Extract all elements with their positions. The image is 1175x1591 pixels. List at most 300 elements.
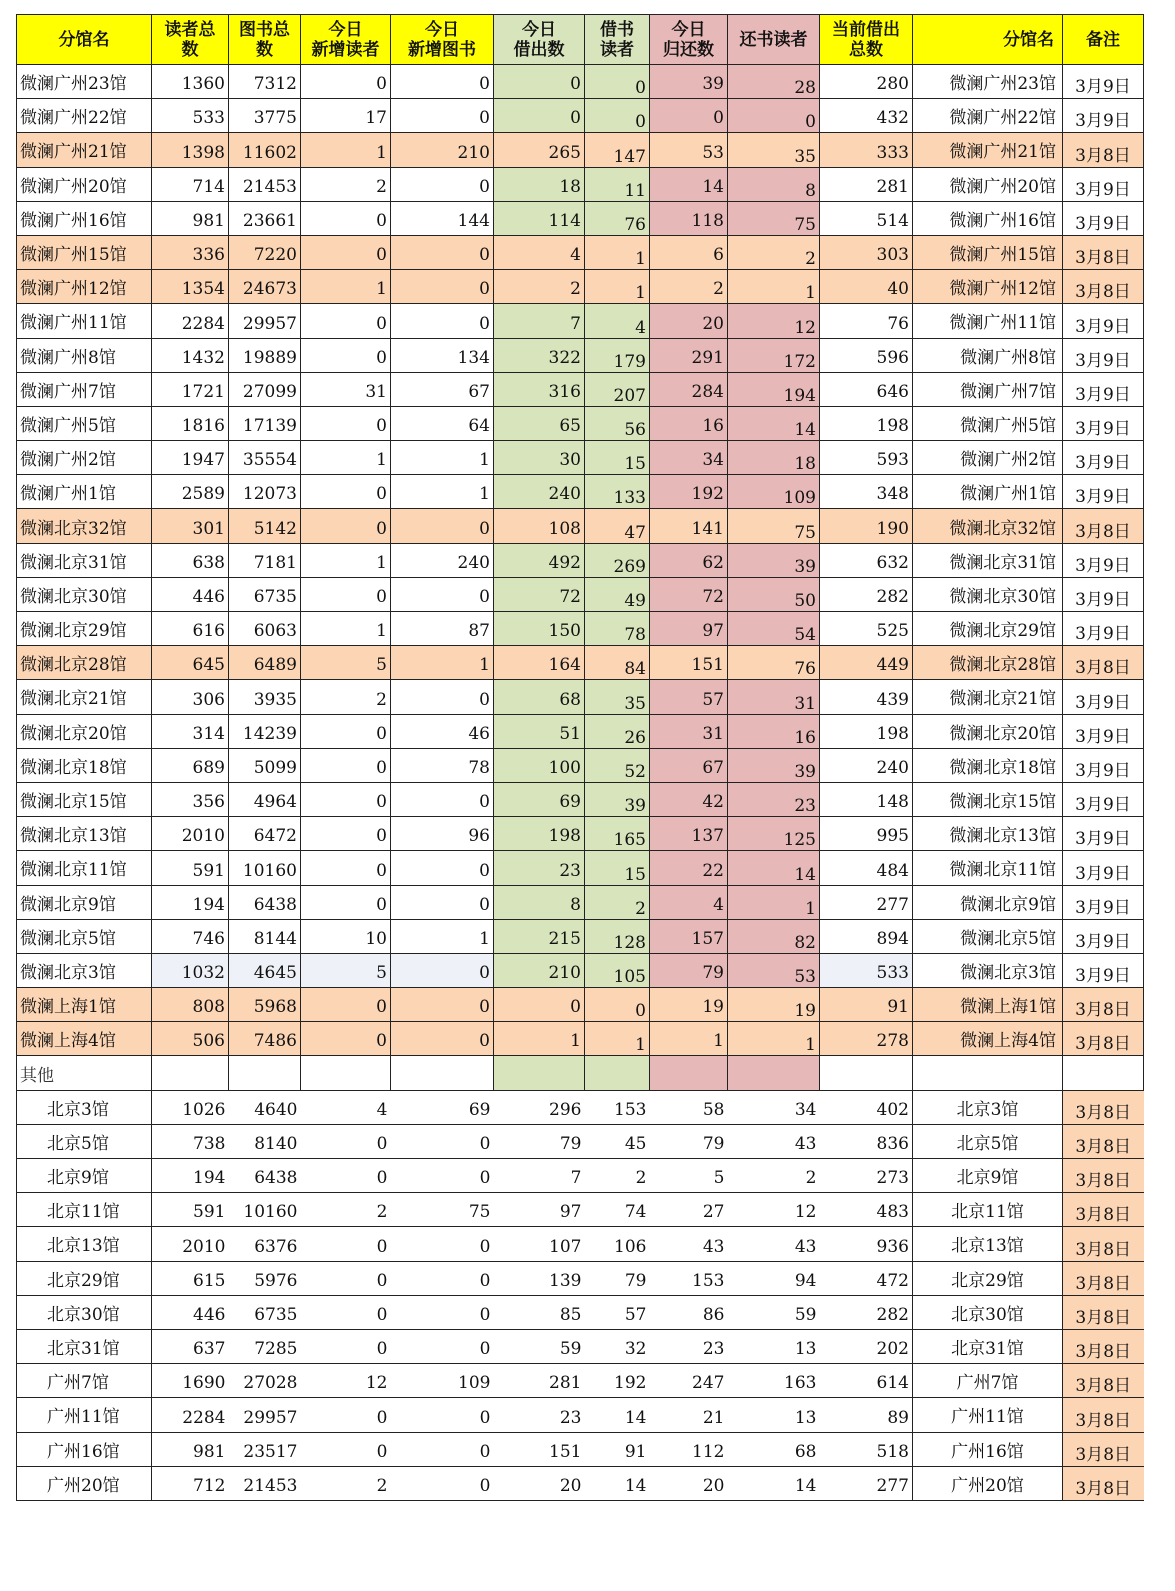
cell-current: 278 (820, 1022, 913, 1056)
cell-name: 微澜北京32馆 (17, 509, 152, 543)
cell-books: 7486 (229, 1022, 301, 1056)
cell-note: 3月9日 (1063, 817, 1144, 851)
cell-readers: 1816 (152, 406, 229, 440)
cell-name2: 广州20馆 (913, 1466, 1063, 1500)
cell-new-books: 1 (391, 646, 494, 680)
cell-returned: 14 (650, 167, 728, 201)
cell-readers: 1032 (152, 953, 229, 987)
cell-name: 微澜北京28馆 (17, 646, 152, 680)
cell-borrow-readers: 78 (585, 612, 650, 646)
cell-new-books: 0 (391, 1398, 494, 1432)
cell-new-readers: 4 (301, 1090, 391, 1124)
cell-current: 273 (820, 1159, 913, 1193)
cell-current: 484 (820, 851, 913, 885)
table-row-other (17, 1159, 1144, 1193)
cell-borrow-readers: 207 (585, 372, 650, 406)
cell-borrow-readers: 2 (585, 885, 650, 919)
cell-returned: 27 (650, 1193, 728, 1227)
table-row (17, 475, 1144, 509)
cell-new-books: 0 (391, 1022, 494, 1056)
cell-note: 3月9日 (1063, 612, 1144, 646)
cell-borrowed: 107 (494, 1227, 585, 1261)
cell-note: 3月8日 (1063, 270, 1144, 304)
cell-returned: 16 (650, 406, 728, 440)
cell-return-readers: 14 (728, 406, 820, 440)
cell-readers: 533 (152, 99, 229, 133)
cell-new-books: 1 (391, 475, 494, 509)
cell-note: 3月9日 (1063, 99, 1144, 133)
empty-cell (301, 1056, 391, 1090)
cell-note: 3月9日 (1063, 748, 1144, 782)
cell-new-readers: 0 (301, 201, 391, 235)
cell-books: 8140 (229, 1124, 301, 1158)
cell-new-books: 0 (391, 680, 494, 714)
cell-current: 432 (820, 99, 913, 133)
cell-new-books: 0 (391, 304, 494, 338)
cell-return-readers: 19 (728, 988, 820, 1022)
cell-return-readers: 53 (728, 953, 820, 987)
cell-readers: 1354 (152, 270, 229, 304)
cell-readers: 808 (152, 988, 229, 1022)
cell-new-books: 0 (391, 577, 494, 611)
cell-books: 23661 (229, 201, 301, 235)
cell-name2: 微澜北京31馆 (913, 543, 1063, 577)
cell-name2: 微澜广州5馆 (913, 406, 1063, 440)
cell-new-books: 0 (391, 851, 494, 885)
cell-books: 6735 (229, 1295, 301, 1329)
cell-name: 北京13馆 (17, 1227, 152, 1261)
cell-borrowed: 492 (494, 543, 585, 577)
cell-current: 76 (820, 304, 913, 338)
cell-borrowed: 8 (494, 885, 585, 919)
cell-returned: 31 (650, 714, 728, 748)
cell-returned: 72 (650, 577, 728, 611)
cell-current: 240 (820, 748, 913, 782)
cell-current: 439 (820, 680, 913, 714)
cell-new-books: 0 (391, 988, 494, 1022)
cell-readers: 714 (152, 167, 229, 201)
cell-new-readers: 0 (301, 1398, 391, 1432)
cell-note: 3月8日 (1063, 509, 1144, 543)
cell-returned: 153 (650, 1261, 728, 1295)
cell-returned: 62 (650, 543, 728, 577)
cell-borrow-readers: 0 (585, 988, 650, 1022)
table-row (17, 99, 1144, 133)
cell-name: 微澜广州20馆 (17, 167, 152, 201)
cell-books: 7181 (229, 543, 301, 577)
cell-current: 525 (820, 612, 913, 646)
cell-return-readers: 194 (728, 372, 820, 406)
cell-readers: 446 (152, 577, 229, 611)
empty-cell (728, 1056, 820, 1090)
cell-borrowed: 7 (494, 1159, 585, 1193)
cell-new-readers: 31 (301, 372, 391, 406)
cell-books: 7220 (229, 235, 301, 269)
cell-note: 3月8日 (1063, 1124, 1144, 1158)
cell-borrow-readers: 76 (585, 201, 650, 235)
cell-new-readers: 2 (301, 167, 391, 201)
empty-cell (391, 1056, 494, 1090)
table-row-other (17, 1329, 1144, 1363)
cell-name: 微澜广州16馆 (17, 201, 152, 235)
cell-note: 3月9日 (1063, 919, 1144, 953)
cell-new-books: 67 (391, 372, 494, 406)
cell-note: 3月9日 (1063, 953, 1144, 987)
cell-name2: 微澜上海1馆 (913, 988, 1063, 1022)
table-row-other (17, 1124, 1144, 1158)
cell-returned: 151 (650, 646, 728, 680)
cell-return-readers: 54 (728, 612, 820, 646)
cell-note: 3月8日 (1063, 1295, 1144, 1329)
cell-note: 3月8日 (1063, 1364, 1144, 1398)
cell-return-readers: 13 (728, 1329, 820, 1363)
cell-books: 23517 (229, 1432, 301, 1466)
cell-readers: 1947 (152, 441, 229, 475)
cell-borrow-readers: 52 (585, 748, 650, 782)
section-row-other (17, 1056, 1144, 1090)
cell-readers: 689 (152, 748, 229, 782)
empty-cell (650, 1056, 728, 1090)
cell-current: 91 (820, 988, 913, 1022)
cell-new-readers: 0 (301, 1432, 391, 1466)
cell-name: 北京3馆 (17, 1090, 152, 1124)
cell-returned: 23 (650, 1329, 728, 1363)
cell-current: 277 (820, 1466, 913, 1500)
header-books: 图书总 数 (229, 15, 301, 65)
cell-new-readers: 12 (301, 1364, 391, 1398)
cell-current: 514 (820, 201, 913, 235)
cell-borrow-readers: 1 (585, 270, 650, 304)
cell-new-books: 0 (391, 1329, 494, 1363)
cell-books: 10160 (229, 1193, 301, 1227)
cell-name2: 微澜广州16馆 (913, 201, 1063, 235)
library-stats-table (16, 14, 1144, 1501)
cell-name: 微澜广州21馆 (17, 133, 152, 167)
cell-note: 3月8日 (1063, 1432, 1144, 1466)
cell-borrow-readers: 15 (585, 441, 650, 475)
cell-return-readers: 75 (728, 509, 820, 543)
cell-name: 北京29馆 (17, 1261, 152, 1295)
cell-borrow-readers: 84 (585, 646, 650, 680)
cell-returned: 79 (650, 953, 728, 987)
cell-books: 6438 (229, 885, 301, 919)
cell-name: 微澜北京20馆 (17, 714, 152, 748)
cell-new-readers: 0 (301, 885, 391, 919)
cell-readers: 981 (152, 201, 229, 235)
cell-readers: 645 (152, 646, 229, 680)
table-row (17, 782, 1144, 816)
cell-new-books: 0 (391, 270, 494, 304)
cell-name2: 北京31馆 (913, 1329, 1063, 1363)
cell-returned: 67 (650, 748, 728, 782)
cell-new-books: 46 (391, 714, 494, 748)
cell-return-readers: 172 (728, 338, 820, 372)
cell-new-books: 0 (391, 167, 494, 201)
cell-returned: 5 (650, 1159, 728, 1193)
cell-note: 3月9日 (1063, 782, 1144, 816)
cell-name: 广州11馆 (17, 1398, 152, 1432)
cell-readers: 2010 (152, 1227, 229, 1261)
cell-borrow-readers: 57 (585, 1295, 650, 1329)
cell-returned: 1 (650, 1022, 728, 1056)
cell-borrowed: 114 (494, 201, 585, 235)
cell-borrowed: 0 (494, 99, 585, 133)
table-row (17, 612, 1144, 646)
cell-new-books: 64 (391, 406, 494, 440)
cell-new-books: 0 (391, 953, 494, 987)
cell-name2: 微澜北京11馆 (913, 851, 1063, 885)
cell-borrowed: 7 (494, 304, 585, 338)
cell-current: 277 (820, 885, 913, 919)
cell-name2: 微澜北京18馆 (913, 748, 1063, 782)
cell-return-readers: 18 (728, 441, 820, 475)
header-new-readers: 今日 新增读者 (301, 15, 391, 65)
cell-readers: 1360 (152, 65, 229, 99)
table-row (17, 817, 1144, 851)
cell-name: 微澜北京30馆 (17, 577, 152, 611)
cell-note: 3月9日 (1063, 372, 1144, 406)
cell-return-readers: 82 (728, 919, 820, 953)
cell-current: 89 (820, 1398, 913, 1432)
cell-name: 微澜北京15馆 (17, 782, 152, 816)
cell-current: 333 (820, 133, 913, 167)
cell-borrowed: 85 (494, 1295, 585, 1329)
cell-books: 5976 (229, 1261, 301, 1295)
cell-note: 3月9日 (1063, 680, 1144, 714)
cell-borrowed: 296 (494, 1090, 585, 1124)
table-row (17, 133, 1144, 167)
cell-return-readers: 13 (728, 1398, 820, 1432)
cell-name2: 北京5馆 (913, 1124, 1063, 1158)
cell-new-readers: 0 (301, 714, 391, 748)
table-row (17, 748, 1144, 782)
cell-books: 11602 (229, 133, 301, 167)
cell-returned: 4 (650, 885, 728, 919)
cell-borrowed: 30 (494, 441, 585, 475)
cell-name2: 微澜北京30馆 (913, 577, 1063, 611)
cell-current: 40 (820, 270, 913, 304)
cell-new-books: 1 (391, 919, 494, 953)
cell-note: 3月9日 (1063, 885, 1144, 919)
cell-new-books: 75 (391, 1193, 494, 1227)
cell-current: 836 (820, 1124, 913, 1158)
empty-cell (152, 1056, 229, 1090)
cell-books: 10160 (229, 851, 301, 885)
cell-note: 3月9日 (1063, 406, 1144, 440)
cell-current: 281 (820, 167, 913, 201)
header-borrowed: 今日 借出数 (494, 15, 585, 65)
cell-new-books: 0 (391, 1227, 494, 1261)
table-row-other (17, 1193, 1144, 1227)
cell-new-readers: 0 (301, 406, 391, 440)
cell-borrowed: 198 (494, 817, 585, 851)
table-row (17, 406, 1144, 440)
cell-name2: 北京11馆 (913, 1193, 1063, 1227)
cell-return-readers: 12 (728, 1193, 820, 1227)
table-row (17, 304, 1144, 338)
table-row-other (17, 1432, 1144, 1466)
cell-new-books: 0 (391, 65, 494, 99)
cell-name: 广州16馆 (17, 1432, 152, 1466)
table-row (17, 235, 1144, 269)
cell-borrowed: 100 (494, 748, 585, 782)
cell-return-readers: 75 (728, 201, 820, 235)
cell-returned: 137 (650, 817, 728, 851)
cell-borrow-readers: 14 (585, 1466, 650, 1500)
cell-borrow-readers: 32 (585, 1329, 650, 1363)
cell-current: 936 (820, 1227, 913, 1261)
cell-readers: 506 (152, 1022, 229, 1056)
header-returned: 今日 归还数 (650, 15, 728, 65)
cell-new-readers: 0 (301, 1227, 391, 1261)
cell-note: 3月9日 (1063, 543, 1144, 577)
cell-new-books: 0 (391, 509, 494, 543)
cell-returned: 42 (650, 782, 728, 816)
cell-name: 微澜广州5馆 (17, 406, 152, 440)
cell-note: 3月8日 (1063, 646, 1144, 680)
cell-name2: 北京9馆 (913, 1159, 1063, 1193)
cell-borrowed: 2 (494, 270, 585, 304)
cell-name: 微澜广州7馆 (17, 372, 152, 406)
cell-new-books: 96 (391, 817, 494, 851)
cell-name2: 微澜北京9馆 (913, 885, 1063, 919)
cell-current: 646 (820, 372, 913, 406)
cell-current: 483 (820, 1193, 913, 1227)
cell-name: 微澜北京11馆 (17, 851, 152, 885)
cell-borrowed: 265 (494, 133, 585, 167)
cell-return-readers: 34 (728, 1090, 820, 1124)
cell-new-books: 210 (391, 133, 494, 167)
cell-borrow-readers: 0 (585, 65, 650, 99)
cell-return-readers: 2 (728, 235, 820, 269)
cell-return-readers: 8 (728, 167, 820, 201)
cell-note: 3月8日 (1063, 1466, 1144, 1500)
cell-note: 3月9日 (1063, 167, 1144, 201)
cell-readers: 1690 (152, 1364, 229, 1398)
cell-borrowed: 69 (494, 782, 585, 816)
cell-new-books: 0 (391, 99, 494, 133)
cell-name: 微澜北京9馆 (17, 885, 152, 919)
cell-returned: 34 (650, 441, 728, 475)
cell-note: 3月9日 (1063, 577, 1144, 611)
cell-name: 微澜北京18馆 (17, 748, 152, 782)
cell-return-readers: 50 (728, 577, 820, 611)
cell-new-books: 0 (391, 1261, 494, 1295)
cell-returned: 157 (650, 919, 728, 953)
cell-readers: 2589 (152, 475, 229, 509)
cell-return-readers: 68 (728, 1432, 820, 1466)
cell-new-books: 144 (391, 201, 494, 235)
cell-books: 5099 (229, 748, 301, 782)
cell-current: 190 (820, 509, 913, 543)
cell-readers: 336 (152, 235, 229, 269)
cell-new-readers: 0 (301, 988, 391, 1022)
cell-return-readers: 76 (728, 646, 820, 680)
cell-name2: 微澜广州7馆 (913, 372, 1063, 406)
cell-new-readers: 0 (301, 1124, 391, 1158)
cell-name: 微澜广州22馆 (17, 99, 152, 133)
cell-name2: 微澜广州21馆 (913, 133, 1063, 167)
cell-name2: 微澜上海4馆 (913, 1022, 1063, 1056)
cell-return-readers: 125 (728, 817, 820, 851)
cell-new-books: 0 (391, 235, 494, 269)
cell-borrow-readers: 14 (585, 1398, 650, 1432)
cell-returned: 192 (650, 475, 728, 509)
cell-name: 微澜上海1馆 (17, 988, 152, 1022)
cell-current: 533 (820, 953, 913, 987)
cell-borrowed: 210 (494, 953, 585, 987)
cell-borrowed: 23 (494, 851, 585, 885)
cell-name2: 微澜广州1馆 (913, 475, 1063, 509)
table-row-other (17, 1295, 1144, 1329)
cell-new-readers: 2 (301, 1193, 391, 1227)
cell-current: 303 (820, 235, 913, 269)
cell-name2: 微澜北京28馆 (913, 646, 1063, 680)
cell-current: 472 (820, 1261, 913, 1295)
cell-borrowed: 151 (494, 1432, 585, 1466)
cell-borrow-readers: 56 (585, 406, 650, 440)
table-row (17, 988, 1144, 1022)
cell-borrowed: 65 (494, 406, 585, 440)
cell-return-readers: 35 (728, 133, 820, 167)
header-name2: 分馆名 (913, 15, 1063, 65)
cell-borrow-readers: 106 (585, 1227, 650, 1261)
cell-borrow-readers: 269 (585, 543, 650, 577)
cell-name2: 微澜北京5馆 (913, 919, 1063, 953)
cell-books: 21453 (229, 167, 301, 201)
cell-borrow-readers: 165 (585, 817, 650, 851)
cell-new-readers: 2 (301, 680, 391, 714)
table-row (17, 65, 1144, 99)
cell-readers: 446 (152, 1295, 229, 1329)
cell-readers: 712 (152, 1466, 229, 1500)
table-row-other (17, 1466, 1144, 1500)
cell-readers: 637 (152, 1329, 229, 1363)
empty-cell (229, 1056, 301, 1090)
cell-return-readers: 43 (728, 1124, 820, 1158)
cell-borrowed: 51 (494, 714, 585, 748)
cell-borrowed: 97 (494, 1193, 585, 1227)
cell-new-readers: 0 (301, 1159, 391, 1193)
cell-borrow-readers: 91 (585, 1432, 650, 1466)
cell-name: 微澜广州12馆 (17, 270, 152, 304)
cell-name2: 微澜北京3馆 (913, 953, 1063, 987)
cell-readers: 591 (152, 1193, 229, 1227)
cell-return-readers: 109 (728, 475, 820, 509)
cell-current: 596 (820, 338, 913, 372)
cell-books: 4964 (229, 782, 301, 816)
cell-returned: 79 (650, 1124, 728, 1158)
cell-books: 6376 (229, 1227, 301, 1261)
table-row (17, 543, 1144, 577)
cell-return-readers: 23 (728, 782, 820, 816)
cell-name: 微澜广州1馆 (17, 475, 152, 509)
cell-return-readers: 1 (728, 270, 820, 304)
cell-borrowed: 4 (494, 235, 585, 269)
cell-borrow-readers: 74 (585, 1193, 650, 1227)
cell-borrow-readers: 105 (585, 953, 650, 987)
cell-name: 广州7馆 (17, 1364, 152, 1398)
header-new-books: 今日 新增图书 (391, 15, 494, 65)
cell-name2: 广州16馆 (913, 1432, 1063, 1466)
cell-readers: 981 (152, 1432, 229, 1466)
cell-readers: 194 (152, 885, 229, 919)
cell-borrow-readers: 35 (585, 680, 650, 714)
cell-name: 北京5馆 (17, 1124, 152, 1158)
cell-new-readers: 1 (301, 543, 391, 577)
cell-note: 3月9日 (1063, 441, 1144, 475)
cell-borrow-readers: 153 (585, 1090, 650, 1124)
